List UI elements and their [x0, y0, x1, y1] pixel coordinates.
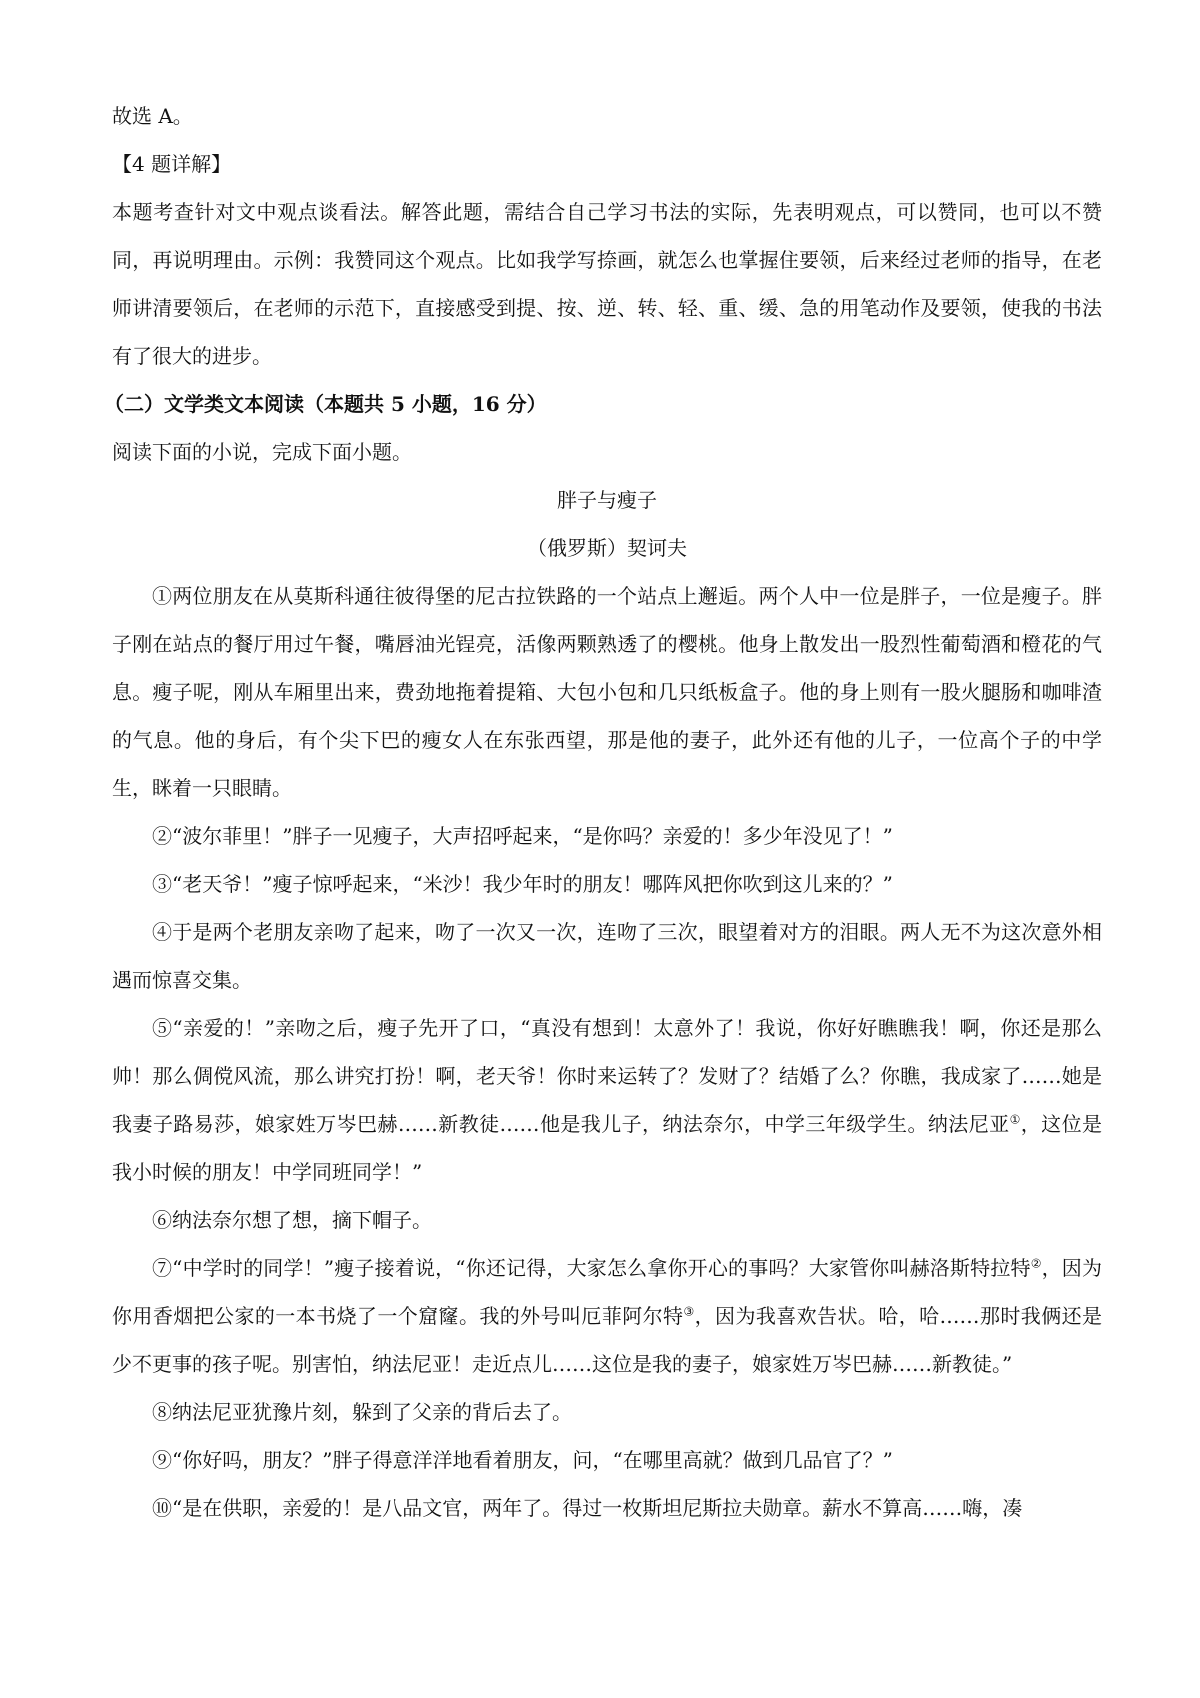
page-text-area — [104, 92, 1103, 1532]
story-paragraph-6: ⑥纳法奈尔想了想，摘下帽子。 — [152, 1208, 432, 1232]
answer-conclusion: 故选 A。 — [112, 104, 193, 128]
story-paragraph-1: ①两位朋友在从莫斯科通往彼得堡的尼古拉铁路的一个站点上邂逅。两个人中一位是胖子，一位是瘦子。胖子刚在站点的餐厅用过午餐，嘴唇油光锃亮，活像两颗熟透了的樱桃。他身上散发出一股烈性葡萄酒和橙花的气息。瘦子呢，刚从车厢里出来，费劲地拖着提箱、大包小包和几只纸板盒子。他的身上则有一股火腿肠和咖啡渣的气息。他的身后，有个尖下巴的瘦女人在东张西望，那是他的妻子，此外还有他的儿子，一位高个子的中学生，眯着一只眼睛。 — [112, 584, 1102, 800]
footnote-marker-1: ① — [1009, 1112, 1021, 1127]
q4-explanation: 本题考查针对文中观点谈看法。解答此题，需结合自己学习书法的实际，先表明观点，可以赞同，也可以不赞同，再说明理由。示例：我赞同这个观点。比如我学写捺画，就怎么也掌握住要领，后来经过老师的指导，在老师讲清要领后，在老师的示范下，直接感受到提、按、逆、转、轻、重、缓、急的用笔动作及要领，使我的书法有了很大的进步。 — [112, 200, 1102, 368]
footnote-marker-3: ③ — [683, 1304, 695, 1319]
footnote-marker-2: ② — [1030, 1256, 1042, 1271]
q4-title: 【4 题详解】 — [112, 152, 232, 176]
story-paragraph-3: ③“老天爷！”瘦子惊呼起来，“米沙！我少年时的朋友！哪阵风把你吹到这儿来的？” — [152, 872, 893, 896]
paragraph-7-text-mid: ，因为你用香烟把公家的一本书烧了一个窟窿。我的外号叫厄菲阿尔特 — [112, 1256, 1102, 1328]
section-heading: （二）文学类文本阅读（本题共 5 小题，16 分） — [104, 392, 547, 416]
paragraph-5-text-end: ，这位是我小时候的朋友！中学同班同学！” — [112, 1112, 1103, 1184]
story-paragraph-10: ⑩“是在供职，亲爱的！是八品文官，两年了。得过一枚斯坦尼斯拉夫勋章。薪水不算高……嗨，凑 — [152, 1496, 1023, 1520]
reading-instruction: 阅读下面的小说，完成下面小题。 — [112, 440, 412, 464]
paragraph-7-text-end: ，因为我喜欢告状。哈，哈……那时我俩还是少不更事的孩子呢。别害怕，纳法尼亚！走近点儿……这位是我的妻子，娘家姓万岑巴赫……新教徒。” — [112, 1304, 1103, 1376]
story-paragraph-5 — [112, 1004, 1102, 1196]
paragraph-7-text: ⑦“中学时的同学！”瘦子接着说，“你还记得，大家怎么拿你开心的事吗？大家管你叫赫洛斯特拉特 — [152, 1256, 1031, 1280]
story-paragraph-2: ②“波尔菲里！”胖子一见瘦子，大声招呼起来，“是你吗？亲爱的！多少年没见了！” — [152, 824, 893, 848]
story-paragraph-9: ⑨“你好吗，朋友？”胖子得意洋洋地看着朋友，问，“在哪里高就？做到几品官了？” — [152, 1448, 893, 1472]
story-paragraph-7 — [112, 1244, 1102, 1388]
story-paragraph-4: ④于是两个老朋友亲吻了起来，吻了一次又一次，连吻了三次，眼望着对方的泪眼。两人无不为这次意外相遇而惊喜交集。 — [112, 920, 1102, 992]
story-author: （俄罗斯）契诃夫 — [527, 536, 687, 560]
story-paragraph-8: ⑧纳法尼亚犹豫片刻，躲到了父亲的背后去了。 — [152, 1400, 572, 1424]
story-title: 胖子与瘦子 — [557, 488, 657, 512]
paragraph-5-text: ⑤“亲爱的！”亲吻之后，瘦子先开了口，“真没有想到！太意外了！我说，你好好瞧瞧我！啊，你还是那么帅！那么倜傥风流，那么讲究打扮！啊，老天爷！你时来运转了？发财了？结婚了么？你瞧，我成家了……她是我妻子路易莎，娘家姓万岑巴赫……新教徒……他是我儿子，纳法奈尔，中学三年级学生。纳法尼亚 — [112, 1016, 1102, 1136]
